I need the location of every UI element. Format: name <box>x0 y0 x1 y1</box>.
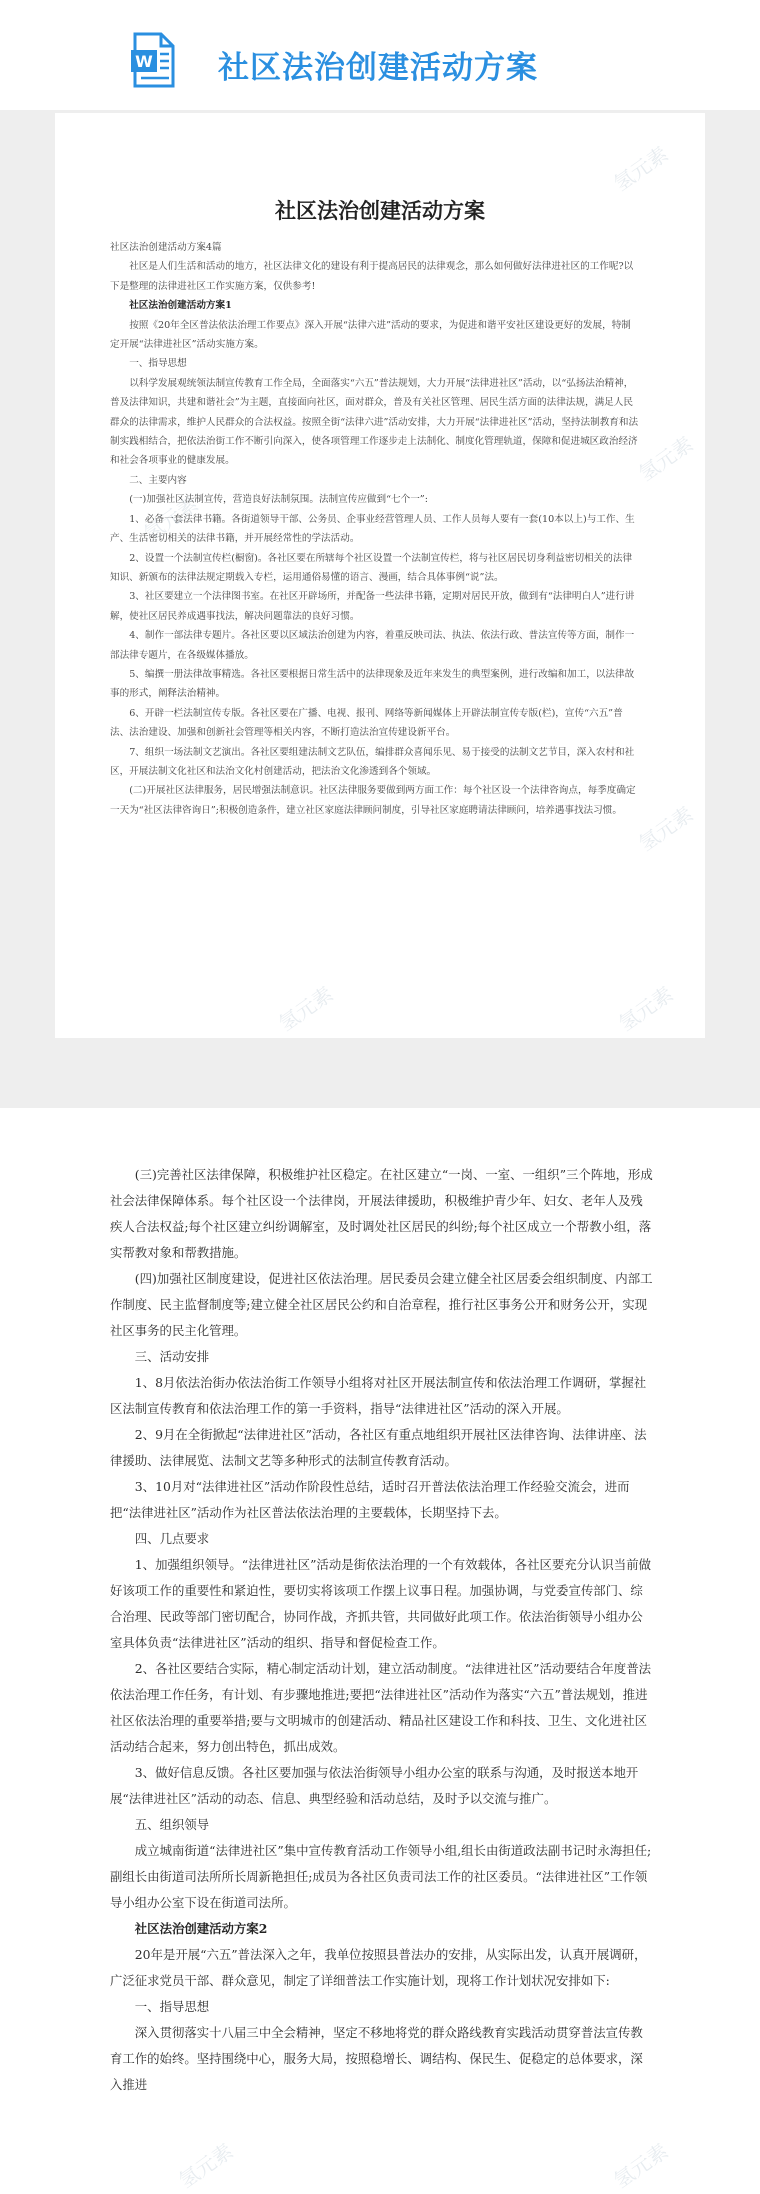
watermark: 氢元素 <box>614 981 678 1036</box>
paragraph: 社区法治创建活动方案4篇 <box>110 242 222 253</box>
paragraph: 二、主要内容 <box>129 474 187 486</box>
section-heading: 社区法治创建活动方案1 <box>129 300 232 312</box>
watermark: 氢元素 <box>609 141 673 196</box>
paragraph: 1、加强组织领导。“法律进社区”活动是街依法治理的一个有效载体，各社区要充分认识当前做好该项工作的重要性和紧迫性，要切实将该项工作摆上议事日程。加强协调，与党委宣传部门、综合治理、民政等部门密切配合，协同作战，齐抓共管，共同做好此项工作。依法治街领导小组办公室具体负责“法律进社区”活动的组织、指导和督促检查工作。 <box>110 1557 651 1650</box>
page-1-body <box>110 238 640 820</box>
paragraph: 1、8月依法治街办依法治街工作领导小组将对社区开展法制宣传和依法治理工作调研，掌握社区法制宣传教育和依法治理工作的第一手资料，指导“法律进社区”活动的深入开展。 <box>110 1375 647 1416</box>
paragraph: 5、编撰一册法律故事精选。各社区要根据日常生活中的法律现象及近年来发生的典型案例，进行改编和加工，以法律故事的形式，阐释法治精神。 <box>110 668 635 700</box>
paragraph: 2、9月在全街掀起“法律进社区”活动，各社区有重点地组织开展社区法律咨询、法律讲座、法律援助、法律展览、法制文艺等多种形式的法制宣传教育活动。 <box>110 1427 647 1468</box>
paragraph: 一、指导思想 <box>134 1999 210 2014</box>
paragraph: 3、社区要建立一个法律图书室。在社区开辟场所，并配备一些法律书籍，定期对居民开放，做到有“法律明白人”进行讲解，使社区居民养成遇事找法，解决问题靠法的良好习惯。 <box>110 591 635 622</box>
svg-text:W: W <box>135 52 153 71</box>
paragraph: (三)完善社区法律保障，积极维护社区稳定。在社区建立“一岗、一室、一组织”三个阵地，形成社会法律保障体系。每个社区设一个法律岗，开展法律援助，积极维护青少年、妇女、老年人及残疾人合法权益;每个社区建立纠纷调解室，及时调处社区居民的纠纷;每个社区成立一个帮教小组，落实帮教对象和帮教措施。 <box>110 1167 653 1260</box>
paragraph: 五、组织领导 <box>134 1817 210 1832</box>
watermark: 氢元素 <box>274 981 338 1036</box>
paragraph: 三、活动安排 <box>134 1349 210 1364</box>
paragraph: 2、各社区要结合实际，精心制定活动计划，建立活动制度。“法律进社区”活动要结合年度普法依法治理工作任务，有计划、有步骤地推进;要把“法律进社区”活动作为落实“六五”普法规划，推进社区依法治理的重要举措;要与文明城市的创建活动、精品社区建设工作和科技、卫生、文化进社区活动结合起来，努力创出特色，抓出成效。 <box>110 1661 651 1754</box>
paragraph: 4、制作一部法律专题片。各社区要以区域法治创建为内容，着重反映司法、执法、依法行政、普法宣传等方面，制作一部法律专题片，在各级媒体播放。 <box>110 630 635 661</box>
paragraph: 四、几点要求 <box>134 1531 210 1546</box>
section-heading: 社区法治创建活动方案2 <box>134 1921 268 1936</box>
paragraph: 社区是人们生活和活动的地方，社区法律文化的建设有利于提高居民的法律观念，那么如何做好法律进社区的工作呢?以下是整理的法律进社区工作实施方案，仅供参考! <box>110 261 634 292</box>
document-page-2 <box>55 1160 705 2193</box>
paragraph: (四)加强社区制度建设，促进社区依法治理。居民委员会建立健全社区居委会组织制度、内部工作制度、民主监督制度等;建立健全社区居民公约和自治章程，推行社区事务公开和财务公开，实现社区事务的民主化管理。 <box>110 1271 653 1338</box>
watermark: 氢元素 <box>634 431 698 486</box>
paragraph: 以科学发展观统领法制宣传教育工作全局，全面落实“六五”普法规划，大力开展“法律进社区”活动，以“弘扬法治精神，普及法律知识，共建和谐社会”为主题，直接面向社区，面对群众，普及有关社区管理、居民生活方面的法律法规，满足人民群众的法律需求，维护人民群众的合法权益。按照全街“法律六进”活动安排，大力开展“法律进社区”活动，坚持法制教育和法制实践相结合，把依法治街工作不断引向深入，使各项管理工作逐步走上法制化、制度化管理轨道，保障和促进城区政治经济和社会各项事业的健康发展。 <box>110 377 639 467</box>
document-page-1 <box>55 113 705 1038</box>
paragraph: 20年是开展“六五”普法深入之年，我单位按照县普法办的安排，从实际出发，认真开展调研，广泛征求党员干部、群众意见，制定了详细普法工作实施计划，现将工作计划状况安排如下: <box>110 1947 647 1988</box>
paragraph: 1、必备一套法律书籍。各街道领导干部、公务员、企事业经营管理人员、工作人员每人要有一套(10本以上)与工作、生产、生活密切相关的法律书籍，并开展经常性的学法活动。 <box>110 513 635 545</box>
paragraph: 2、设置一个法制宣传栏(橱窗)。各社区要在所辖每个社区设置一个法制宣传栏，将与社区居民切身利益密切相关的法律知识、新颁布的法律法规定期载入专栏，运用通俗易懂的语言、漫画，结合具体事例“说”法。 <box>110 552 633 583</box>
paragraph: 深入贯彻落实十八届三中全会精神，坚定不移地将党的群众路线教育实践活动贯穿普法宣传教育工作的始终。坚持围绕中心，服务大局，按照稳增长、调结构、保民生、促稳定的总体要求，深入推进 <box>110 2025 643 2092</box>
paragraph: 3、做好信息反馈。各社区要加强与依法治街领导小组办公室的联系与沟通，及时报送本地开展“法律进社区”活动的动态、信息、典型经验和活动总结，及时予以交流与推广。 <box>110 1765 639 1806</box>
watermark: 氢元素 <box>174 2138 238 2193</box>
paragraph: 3、10月对“法律进社区”活动作阶段性总结，适时召开普法依法治理工作经验交流会，进而把“法律进社区”活动作为社区普法依法治理的主要载体，长期坚持下去。 <box>110 1479 630 1520</box>
header-banner <box>0 0 760 110</box>
paragraph: 7、组织一场法制文艺演出。各社区要组建法制文艺队伍，编排群众喜闻乐见、易于接受的法制文艺节目，深入农村和社区，开展法制文化社区和法治文化村创建活动，把法治文化渗透到各个领域。 <box>110 746 635 777</box>
paragraph: 成立城南街道“法律进社区”集中宣传教育活动工作领导小组,组长由街道政法副书记时永海担任;副组长由街道司法所所长周新艳担任;成员为各社区负责司法工作的社区委员。“法律进社区”工作领导小组办公室下设在街道司法所。 <box>110 1843 652 1910</box>
paragraph: 一、指导思想 <box>129 358 187 370</box>
word-document-icon <box>131 32 175 88</box>
banner-title: 社区法治创建活动方案 <box>218 50 538 86</box>
watermark: 氢元素 <box>139 491 203 546</box>
paragraph: (二)开展社区法律服务，居民增强法制意识。社区法律服务要做到两方面工作：每个社区设一个法律咨询点，每季度确定一天为“社区法律咨询日”;积极创造条件，建立社区家庭法律顾问制度，引导社区家庭聘请法律顾问，培养遇事找法习惯。 <box>110 785 636 816</box>
paragraph: (一)加强社区法制宣传，营造良好法制氛围。法制宣传应做到“七个一”: <box>129 494 428 506</box>
watermark: 氢元素 <box>609 2138 673 2193</box>
page-2-body <box>110 1162 655 2098</box>
document-title: 社区法治创建活动方案 <box>275 198 485 223</box>
paragraph: 按照《20年全区普法依法治理工作要点》深入开展“法律六进”活动的要求，为促进和谐平安社区建设更好的发展，特制定开展“法律进社区”活动实施方案。 <box>110 319 631 351</box>
paragraph: 6、开辟一栏法制宣传专版。各社区要在广播、电视、报刊、网络等新闻媒体上开辟法制宣传专版(栏)，宣传“六五”普法、法治建设、加强和创新社会管理等相关内容，不断打造法治宣传建设新平台。 <box>110 707 623 739</box>
watermark: 氢元素 <box>634 801 698 856</box>
